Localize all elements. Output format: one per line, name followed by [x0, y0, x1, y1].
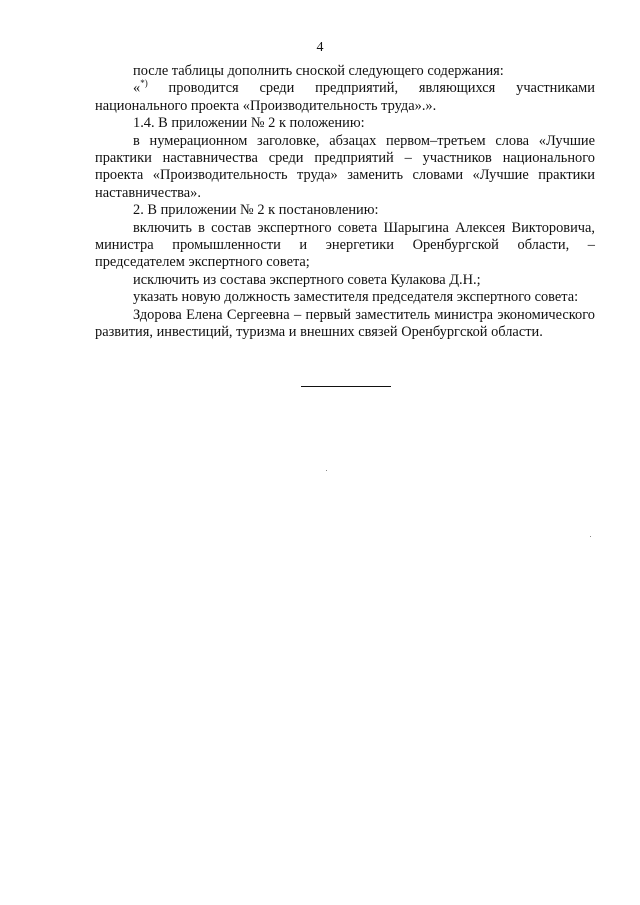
paragraph-section-1-4: 1.4. В приложении № 2 к положению:	[133, 115, 365, 132]
footnote-body: проводится среди предприятий, являющихся участниками национального проекта «Производительность труда».».	[95, 80, 595, 114]
scan-speck	[590, 536, 591, 537]
footnote-mark: *)	[140, 78, 148, 89]
paragraph-new-position: указать новую должность заместителя председателя экспертного совета:	[133, 289, 579, 306]
paragraph-exclude-member: исключить из состава экспертного совета Кулакова Д.Н.;	[133, 271, 481, 288]
paragraph-footnote-text	[95, 80, 595, 115]
opening-quote: «	[133, 80, 141, 97]
closing-divider-line	[301, 386, 391, 387]
page-number: 4	[316, 40, 324, 55]
paragraph-section-2: 2. В приложении № 2 к постановлению:	[133, 202, 379, 219]
paragraph-include-member: включить в состав экспертного совета Шарыгина Алексея Викторовича, министра промышленности и энергетики Оренбургской области, – председателем экспертного совета;	[95, 219, 595, 271]
paragraph-heading-change: в нумерационном заголовке, абзацах первом–третьем слова «Лучшие практики наставничества среди предприятий – участников национального проекта «Производительность труда» заменить словами «Лучшие практики наставничества».	[95, 132, 595, 201]
document-body	[95, 63, 595, 342]
paragraph-deputy-chair: Здорова Елена Сергеевна – первый заместитель министра экономического развития, инвестиций, туризма и внешних связей Оренбургской области.	[95, 306, 595, 341]
scan-speck	[326, 470, 327, 471]
paragraph-footnote-intro: после таблицы дополнить сноской следующего содержания:	[133, 63, 504, 79]
